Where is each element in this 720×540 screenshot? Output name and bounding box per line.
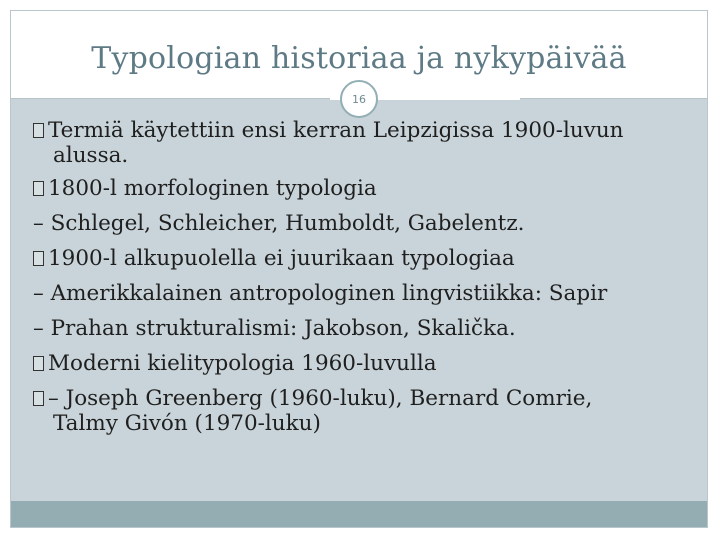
- bullet-text: – Amerikkalainen antropologinen lingvistiikka: Sapir: [33, 281, 608, 306]
- bullet-text: Talmy Givón (1970-luku): [53, 411, 321, 436]
- bullet-text: 1800-l morfologinen typologia: [48, 176, 377, 201]
- bullet-text: alussa.: [53, 143, 129, 168]
- bullet-line-6: [33, 276, 693, 311]
- bullet-list: [33, 113, 693, 439]
- bullet-text: 1900-l alkupuolella ei juurikaan typologiaa: [48, 246, 515, 271]
- bullet-marker-icon: [33, 391, 44, 406]
- bullet-line-5: [33, 241, 693, 276]
- bullet-line-3: [33, 171, 693, 206]
- bullet-text: Termiä käytettiin ensi kerran Leipzigissa 1900-luvun: [48, 118, 624, 143]
- bullet-text: – Prahan strukturalismi: Jakobson, Skalička.: [33, 316, 516, 341]
- slide-title: Typologian historiaa ja nykypäivää: [91, 41, 627, 76]
- page-number-badge: 16: [340, 80, 378, 118]
- bullet-line-4: [33, 206, 693, 241]
- bullet-line-7: [33, 311, 693, 346]
- bottom-bar: [11, 501, 707, 527]
- bullet-text: – Schlegel, Schleicher, Humboldt, Gabelentz.: [33, 211, 525, 236]
- bullet-line-1: [33, 113, 693, 148]
- bullet-text: Moderni kielitypologia 1960-luvulla: [48, 351, 437, 376]
- bullet-marker-icon: [33, 251, 44, 266]
- bullet-marker-icon: [33, 181, 44, 196]
- bullet-text: – Joseph Greenberg (1960-luku), Bernard Comrie,: [48, 386, 593, 411]
- bullet-line-8: [33, 346, 693, 381]
- bullet-marker-icon: [33, 356, 44, 371]
- bullet-marker-icon: [33, 123, 44, 138]
